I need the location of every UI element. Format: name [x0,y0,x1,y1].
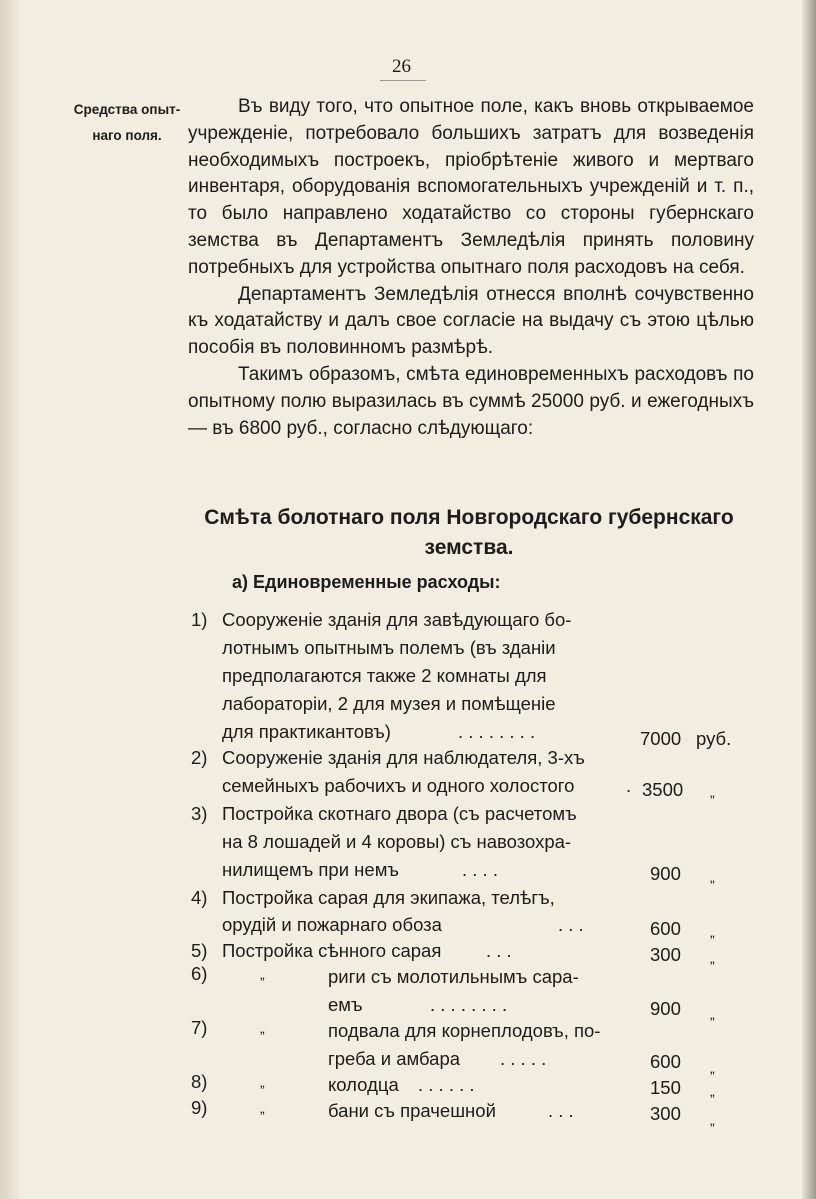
ditto-mark: „ [710,950,715,966]
ditto-mark: „ [710,869,715,885]
item-amount: 900 [650,863,681,884]
item-line: Постройка сѣнного сарая [222,940,442,961]
dot-leader: . . . . [462,859,498,880]
item-line: лабораторіи, 2 для музея и помѣщеніе [222,693,556,714]
dot-leader: . . . [558,914,584,935]
item-line: Сооруженіе зданія для наблюдателя, 3-хъ [222,747,585,768]
item-amount: 150 [650,1077,681,1098]
item-line: Постройка сарая для экипажа, телѣгъ, [222,887,555,908]
item-amount: 300 [650,1103,681,1124]
dot-leader: . . . [486,940,512,961]
ditto-mark: „ [710,924,715,940]
section-heading: а) Единовременные расходы: [232,572,501,592]
dot-leader: . [626,775,632,796]
dot-leader: . . . . . . . . [430,994,508,1015]
margin-note-line: Средства опыт- [73,102,181,117]
item-line: колодца [328,1074,399,1095]
page-number: 26 [392,56,411,77]
paragraph: Департаментъ Земледѣлія отнесся вполнѣ сочувственно къ ходатайству и далъ свое согласіе на выдачу съ этою цѣлью пособія въ половинномъ размѣрѣ. [188,283,754,359]
paragraph: Въ виду того, что опытное поле, какъ вновь открываемое учрежденіе, потребовало большихъ затратъ для возведенія необходимыхъ построекъ, пріобрѣтеніе живого и мертваго инвентаря, оборудованія вспомогательныхъ учрежденій и т. п., то было направлено ходатайство со стороны губернскаго земства въ Департаментъ Земледѣлія принять половину потребныхъ для устройства опытнаго поля расходовъ на себя. [188,96,754,278]
ditto-mark: „ [710,1083,715,1099]
ditto-mark: „ [260,966,265,982]
item-amount: 600 [650,1051,681,1072]
dot-leader: . . . [548,1100,574,1121]
item-number: 6) [191,963,208,984]
item-number: 5) [191,940,208,961]
item-amount: 600 [650,918,681,939]
item-line: для практикантовъ) [222,721,391,742]
item-number: 4) [191,887,208,908]
ditto-mark: „ [710,1006,715,1022]
dot-leader: . . . . . [500,1048,547,1069]
item-line: Постройка скотнаго двора (съ расчетомъ [222,803,577,824]
item-line: греба и амбара [328,1048,461,1069]
item-amount: 300 [650,944,681,965]
ditto-mark: „ [710,784,715,800]
dot-leader: . . . . . . . . [458,721,536,742]
ditto-mark: „ [710,1060,715,1076]
item-amount: 7000 [640,728,682,749]
item-line: орудій и пожарнаго обоза [222,914,442,935]
estimate-title: Смѣта болотнаго поля Новгородскаго губернскаго земства. [204,506,734,559]
item-line: нилищемъ при немъ [222,859,399,880]
item-number: 9) [191,1097,208,1118]
item-line: подвала для корнеплодовъ, по- [328,1020,601,1041]
item-line: семейныхъ рабочихъ и одного холостого [222,775,575,796]
item-number: 7) [191,1017,208,1038]
item-line: лотнымъ опытнымъ полемъ (въ зданіи [222,637,556,658]
currency-unit: руб. [696,728,732,749]
item-line: риги съ молотильнымъ сара- [328,966,579,987]
item-line: на 8 лошадей и 4 коровы) съ навозохра- [222,831,572,852]
margin-note-line: наго поля. [92,128,162,143]
item-number: 1) [191,609,208,630]
ditto-mark: „ [260,1020,265,1036]
item-number: 3) [191,803,208,824]
ditto-mark: „ [260,1074,265,1090]
ditto-mark: „ [260,1100,265,1116]
item-amount: 3500 [642,779,684,800]
item-amount: 900 [650,998,681,1019]
item-line: предполагаются также 2 комнаты для [222,665,547,686]
paragraph: Такимъ образомъ, смѣта единовременныхъ расходовъ по опытному полю выразилась въ суммѣ 25000 руб. и ежегодныхъ — въ 6800 руб., согласно слѣдующаго: [188,363,754,439]
ditto-mark: „ [710,1112,715,1128]
dot-leader: . . . . . . [418,1074,475,1095]
item-number: 2) [191,747,208,768]
item-number: 8) [191,1071,208,1092]
item-line: Сооруженіе зданія для завѣдующаго бо- [222,609,572,630]
item-line: бани съ прачешной [328,1100,496,1121]
item-line: емъ [328,994,363,1015]
